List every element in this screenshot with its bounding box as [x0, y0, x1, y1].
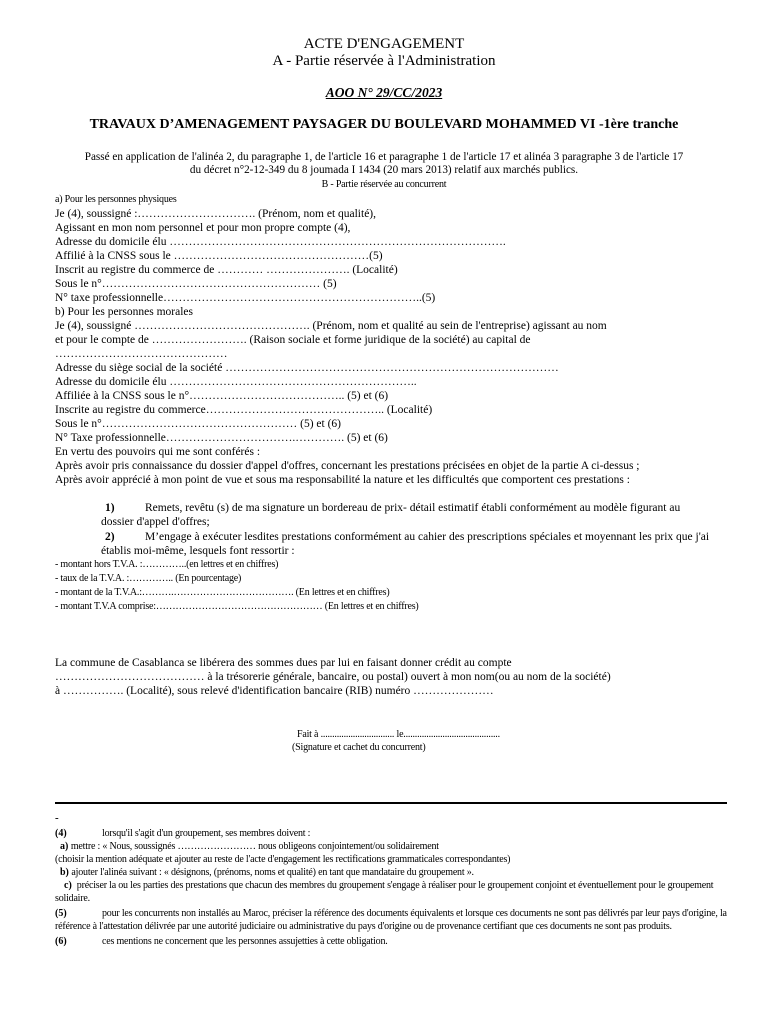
amount-line: - montant T.V.A comprise:…………………………………………… (En lettres et en chiffres)	[55, 601, 419, 612]
field-line: N° Taxe professionnelle…………………………….…………. (5) et (6)	[55, 432, 388, 444]
field-line: Je (4), soussigné :…………………………. (Prénom, nom et qualité),	[55, 208, 377, 220]
powers-line: En vertu des pouvoirs qui me sont conférés :	[55, 446, 261, 458]
footnote-text: mettre : « Nous, soussignés …………………… nous obligeons conjointement/ou solidairement	[70, 841, 439, 852]
field-line: Inscrit au registre du commerce de ………… …………………. (Localité)	[55, 264, 398, 276]
field-line: Sous le n°………………………………………………… (5)	[55, 278, 337, 290]
tender-reference: AOO N° 29/CC/2023	[325, 85, 443, 100]
footnote-4	[55, 827, 727, 840]
section-b-heading: b) Pour les personnes morales	[55, 306, 193, 318]
field-line: N° taxe professionnelle…………………………………………………………..(5)	[55, 292, 436, 304]
part-b-heading: B - Partie réservée au concurrent	[321, 179, 447, 190]
powers-line: Après avoir pris connaissance du dossier d'appel d'offres, concernant les prestations précisées en objet de la partie A ci-dessus ;	[55, 460, 640, 472]
footnote-label: b)	[60, 867, 69, 878]
amounts-list	[55, 558, 727, 614]
signature-caption: (Signature et cachet du concurrent)	[292, 742, 426, 753]
footnote-text: préciser la ou les parties des prestations que chacun des membres du groupement s'engage à réaliser pour le groupement conjoint et éventuellement pour le groupement solidaire.	[55, 880, 714, 904]
section-a-heading: a) Pour les personnes physiques	[55, 194, 177, 205]
footnote-5	[55, 907, 727, 933]
footnote-4b	[55, 866, 727, 879]
field-line: et pour le compte de ……………………. (Raison sociale et forme juridique de la société) au capital de	[55, 334, 531, 346]
project-title: TRAVAUX D’AMENAGEMENT PAYSAGER DU BOULEVARD MOHAMMED VI -1ère tranche	[89, 117, 679, 132]
field-line: Adresse du domicile élu ………………………………………………………..	[55, 376, 417, 388]
powers-block	[55, 445, 727, 487]
document-title: ACTE D'ENGAGEMENT	[303, 36, 465, 52]
legal-basis-line-2: du décret n°2-12-349 du 8 joumada I 1434 (20 mars 2013) relatif aux marchés publics.	[189, 164, 579, 176]
field-line: Je (4), soussigné ………………………………………. (Prénom, nom et qualité au sein de l'entreprise) agissant au nom	[55, 320, 607, 332]
footnote-6	[55, 935, 727, 948]
commitment-num-1: 1)	[105, 502, 115, 514]
powers-line: Après avoir apprécié à mon point de vue et sous ma responsabilité la nature et les difficultés que comportent ces prestations :	[55, 474, 630, 486]
footnote-text: ces mentions ne concernent que les personnes assujetties à cette obligation.	[102, 936, 388, 947]
footnote-4a-note: (choisir la mention adéquate et ajouter au reste de l'acte d'engagement les rectifications grammaticales correspondantes)	[55, 854, 511, 865]
commitment-num-2: 2)	[105, 531, 115, 543]
amount-line: - taux de la T.V.A. :………….. (En pourcentage)	[55, 573, 242, 584]
footnote-label: (4)	[55, 828, 67, 839]
payment-line: ………………………………… à la trésorerie générale, bancaire, ou postal) ouvert à mon nom(ou au nom de la société)	[55, 671, 611, 683]
section-b-fields	[55, 305, 727, 445]
footnote-text: lorsqu'il s'agit d'un groupement, ses membres doivent :	[102, 828, 311, 839]
amount-line: - montant de la T.V.A.:……….………………………………. (En lettres et en chiffres)	[55, 587, 390, 598]
section-a-fields	[55, 207, 727, 305]
field-line: Adresse du domicile élu …………………………………………………………………………….	[55, 236, 506, 248]
payment-line: à ……………. (Localité), sous relevé d'identification bancaire (RIB) numéro …………………	[55, 685, 494, 697]
footnote-text: ajouter l'alinéa suivant : « désignons, (prénoms, noms et qualité) en tant que mandataire du groupement ».	[71, 867, 474, 878]
field-line: Inscrite au registre du commerce……………………………………….. (Localité)	[55, 404, 433, 416]
field-line: Affiliée à la CNSS sous le n°………………………………….. (5) et (6)	[55, 390, 389, 402]
commitment-text-2: M’engage à exécuter lesdites prestations conformément au cahier des prescriptions spéciales et moyennant les prix que j'ai établis moi-même, lesquels font ressortir :	[101, 531, 710, 557]
payment-block	[55, 656, 727, 698]
payment-line: La commune de Casablanca se libérera des sommes dues par lui en faisant donner crédit au compte	[55, 657, 512, 669]
footnote-label: (6)	[55, 936, 67, 947]
footnote-4a	[55, 840, 727, 853]
commitment-text-1: Remets, revêtu (s) de ma signature un bordereau de prix- détail estimatif établi conformément au modèle figurant au dossier d'appel d'offres;	[101, 502, 681, 528]
footnotes	[55, 827, 727, 948]
field-line: Affilié à la CNSS sous le ……………………………………………(5)	[55, 250, 383, 262]
footnote-separator	[55, 802, 727, 804]
amount-line: - montant hors T.V.A. :…………..(en lettres et en chiffres)	[55, 559, 279, 570]
separator-dash: -	[55, 812, 59, 824]
signature-place-date: Fait à ................................ le..........................................	[297, 729, 500, 740]
footnote-label: (5)	[55, 908, 67, 919]
footnote-label: a)	[60, 841, 69, 852]
footnote-4c	[55, 879, 727, 905]
document-subtitle: A - Partie réservée à l'Administration	[272, 53, 496, 69]
field-line: ………………………………………	[55, 348, 228, 360]
field-line: Agissant en mon nom personnel et pour mon propre compte (4),	[55, 222, 351, 234]
footnote-text: pour les concurrents non installés au Maroc, préciser la référence des documents équivalents et lorsque ces documents ne sont pas délivrés par leur pays d'origine, la référence à l'attestation délivrée par une autorité judiciaire ou administrative du pays d'origine ou de provenance certifiant que ces documents ne sont pas produits.	[55, 908, 727, 932]
field-line: Adresse du siège social de la société ……………………………………………………………………………	[55, 362, 559, 374]
field-line: Sous le n°…………………………………………… (5) et (6)	[55, 418, 342, 430]
legal-basis-line-1: Passé en application de l'alinéa 2, du paragraphe 1, de l'article 16 et paragraphe 1 de l'article 17 et alinéa 3 paragraphe 3 de l'article 17	[84, 151, 684, 163]
footnote-label: c)	[64, 880, 72, 891]
